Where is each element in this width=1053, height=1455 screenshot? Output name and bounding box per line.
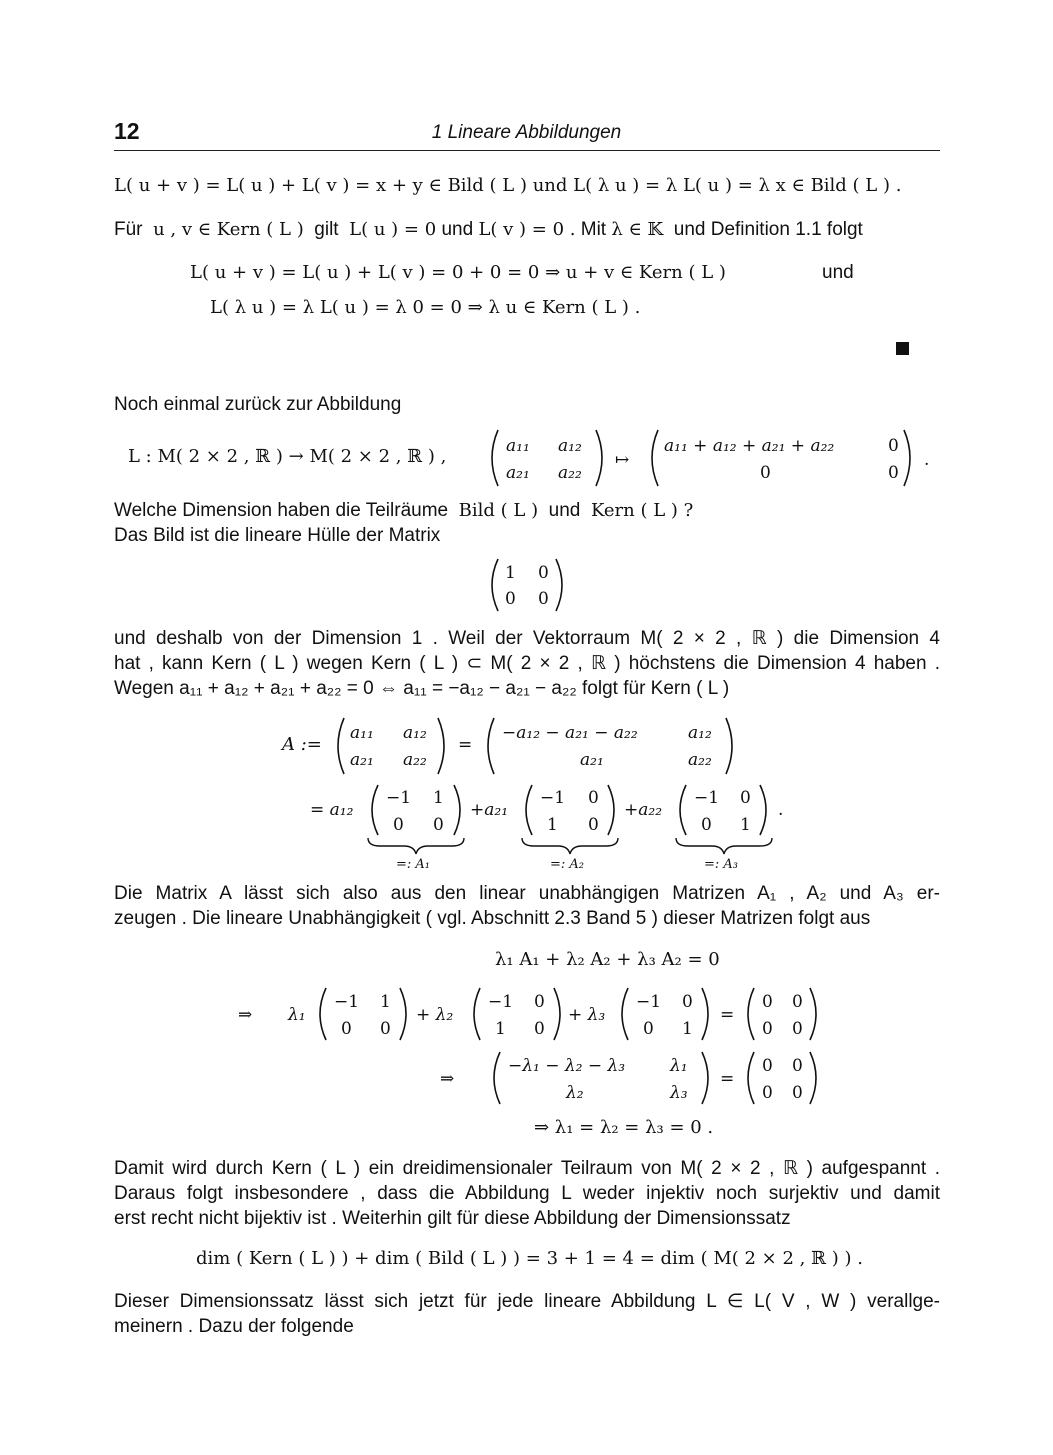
A2-a21: a₂₁ [580,750,604,770]
entry-a11: a₁₁ [506,436,530,456]
text-mit: Mit [580,219,607,240]
linearity-image-line: L( u + v ) = L( u ) + L( v ) = x + y ∈ Bild ( L ) und L( λ u ) = λ L( u ) = λ x ∈ Bild ( L ) . [114,175,902,196]
lambda-conclusion: ⇒ λ₁ = λ₂ = λ₃ = 0 . [534,1117,714,1138]
period-2: . [778,800,784,820]
paragraph-conclusion-3: erst recht nicht bijektiv ist . Weiterhin gilt für diese Abbildung der Dimensionssatz [114,1208,791,1229]
paragraph-generalize-2: meinern . Dazu der folgende [114,1316,354,1337]
text-und-3: und [548,500,581,521]
paragraph-dimension-1: und deshalb von der Dimension 1 . Weil der Vektorraum M( 2 × 2 , ℝ ) die Dimension 4 [114,628,940,649]
img-m11: 1 [505,563,516,583]
lm3-11: −1 [636,992,662,1012]
kernel-scalar-equation: L( λ u ) = λ L( u ) = λ 0 = 0 ⇒ λ u ∈ Kern ( L ) . [210,297,641,318]
lm2-12: 0 [534,992,545,1012]
m2-12: 0 [588,788,599,808]
img-m21: 0 [505,589,516,609]
label-A1: =: A₁ [396,857,431,870]
m2-21: 1 [547,815,558,835]
label-A3: =: A₃ [704,857,739,870]
coef-a22: +a₂₂ [624,800,663,820]
map-definition: L : M( 2 × 2 , ℝ ) → M( 2 × 2 , ℝ ) , [128,446,447,467]
period: . [924,450,930,470]
lam-coef-3: + λ₃ [568,1005,606,1025]
mapsto-symbol: ↦ [615,450,630,470]
A2-a12: a₁₂ [688,723,712,743]
dimension-formula: dim ( Kern ( L ) ) + dim ( Bild ( L ) ) = 3 + 1 = 4 = dim ( M( 2 × 2 , ℝ ) ) . [196,1248,863,1269]
eq-sign-3: = [720,1069,735,1089]
text-def: und Definition 1.1 folgt [673,219,863,240]
eq-sign-1: = [458,735,473,755]
zm1-12: 0 [792,992,803,1012]
entry-sum: a₁₁ + a₁₂ + a₂₁ + a₂₂ [664,436,835,456]
math-uv-kern: u , v ∈ Kern ( L ) [153,219,304,240]
text-gilt: gilt [314,219,339,240]
text-fuer: Für [114,219,143,240]
math-lu-zero: L( u ) = 0 [349,219,437,240]
m2-11: −1 [540,788,566,808]
coef-a12: = a₁₂ [310,800,354,820]
entry-a22: a₂₂ [558,463,582,483]
lm3-22: 1 [682,1019,693,1039]
zm2-21: 0 [762,1083,773,1103]
text-und-2: und [822,262,854,283]
entry-a12: a₁₂ [558,436,582,456]
header-rule [114,150,940,151]
lam-entry-21: λ₂ [566,1083,584,1103]
kernel-decomposition [0,710,1053,870]
math-bild: Bild ( L ) [458,500,539,521]
lam-coef-1: λ₁ [288,1005,306,1025]
A2-a22: a₂₂ [688,750,712,770]
m3-11: −1 [694,788,720,808]
paragraph-matrix-A-2: zeugen . Die lineare Unabhängigkeit ( vgl. Abschnitt 2.3 Band 5 ) dieser Matrizen folgt aus [114,908,871,929]
A-a21: a₂₁ [350,750,374,770]
lam-entry-22: λ₃ [670,1083,688,1103]
A-a12: a₁₂ [403,723,427,743]
lam-coef-2: + λ₂ [416,1005,454,1025]
A2-neg-entry: −a₁₂ − a₂₁ − a₂₂ [502,723,638,743]
lm2-21: 1 [495,1019,506,1039]
kernel-sum-equation: L( u + v ) = L( u ) + L( v ) = 0 + 0 = 0 ⇒ u + v ∈ Kern ( L ) [190,262,726,283]
paragraph-matrix-A-1: Die Matrix A lässt sich also aus den linear unabhängigen Matrizen A₁ , A₂ und A₃ er- [114,883,940,904]
math-lambda-k: λ ∈ 𝕂 [611,219,664,240]
lm1-12: 1 [380,992,391,1012]
lm1-11: −1 [334,992,360,1012]
entry-0c: 0 [888,463,899,483]
lm1-21: 0 [341,1019,352,1039]
paragraph-back-to-map: Noch einmal zurück zur Abbildung [114,394,402,415]
m1-12: 1 [433,788,444,808]
chapter-title: 1 Lineare Abbildungen [431,122,622,143]
lm1-22: 0 [380,1019,391,1039]
zm2-12: 0 [792,1056,803,1076]
map-rule-formula [0,425,1053,495]
zm2-11: 0 [762,1056,773,1076]
question-text: Welche Dimension haben die Teilräume [114,500,449,521]
A-def-label: A := [282,734,322,755]
math-lv-zero: L( v ) = 0 . [478,219,576,240]
zm1-21: 0 [762,1019,773,1039]
zm2-22: 0 [792,1083,803,1103]
paragraph-generalize-1: Dieser Dimensionssatz lässt sich jetzt für jede lineare Abbildung L ∈ L( V , W ) verallge- [114,1291,940,1312]
img-m12: 0 [538,563,549,583]
image-matrix [0,555,1053,617]
m2-22: 0 [588,815,599,835]
eq-sign-2: = [720,1005,735,1025]
lam-entry: −λ₁ − λ₂ − λ₃ [508,1056,626,1076]
lambda-combination: λ₁ A₁ + λ₂ A₂ + λ₃ A₂ = 0 [495,949,720,970]
qed-square [896,342,909,355]
zm1-11: 0 [762,992,773,1012]
question-dimension [114,499,693,523]
entry-0b: 0 [760,463,771,483]
label-A2: =: A₂ [550,857,585,870]
paragraph-conclusion-1: Damit wird durch Kern ( L ) ein dreidimensionaler Teilraum von M( 2 × 2 , ℝ ) aufgespannt . [114,1158,940,1179]
implies-2: ⇒ [440,1069,455,1089]
A-a11: a₁₁ [350,723,374,743]
math-kern: Kern ( L ) ? [590,500,694,521]
lambda-derivation [0,982,1053,1112]
m1-21: 0 [393,815,404,835]
m3-12: 0 [740,788,751,808]
lm2-22: 0 [534,1019,545,1039]
m1-11: −1 [386,788,412,808]
implies-1: ⇒ [238,1005,253,1025]
lm2-11: −1 [488,992,514,1012]
m3-21: 0 [701,815,712,835]
page-number: 12 [114,118,140,144]
coef-a21: +a₂₁ [470,800,509,820]
paragraph-conclusion-2: Daraus folgt insbesondere , dass die Abbildung L weder injektiv noch surjektiv und damit [114,1183,940,1204]
m3-22: 1 [740,815,751,835]
entry-0a: 0 [888,436,899,456]
lm3-21: 0 [643,1019,654,1039]
paragraph-dimension-3: Wegen a₁₁ + a₁₂ + a₂₁ + a₂₂ = 0 ⇔ a₁₁ = −a₁₂ − a₂₁ − a₂₂ folgt für Kern ( L ) [114,678,730,699]
entry-a21: a₂₁ [506,463,530,483]
text-und: und [441,219,474,240]
m1-22: 0 [433,815,444,835]
zm1-22: 0 [792,1019,803,1039]
lam-entry-12: λ₁ [670,1056,688,1076]
img-m22: 0 [538,589,549,609]
lm3-12: 0 [682,992,693,1012]
A-a22: a₂₂ [403,750,427,770]
paragraph-dimension-2: hat , kann Kern ( L ) wegen Kern ( L ) ⊂ M( 2 × 2 , ℝ ) höchstens die Dimension 4 haben . [114,653,940,674]
paragraph-image-hull: Das Bild ist die lineare Hülle der Matrix [114,525,441,546]
kernel-condition-line [114,218,863,242]
